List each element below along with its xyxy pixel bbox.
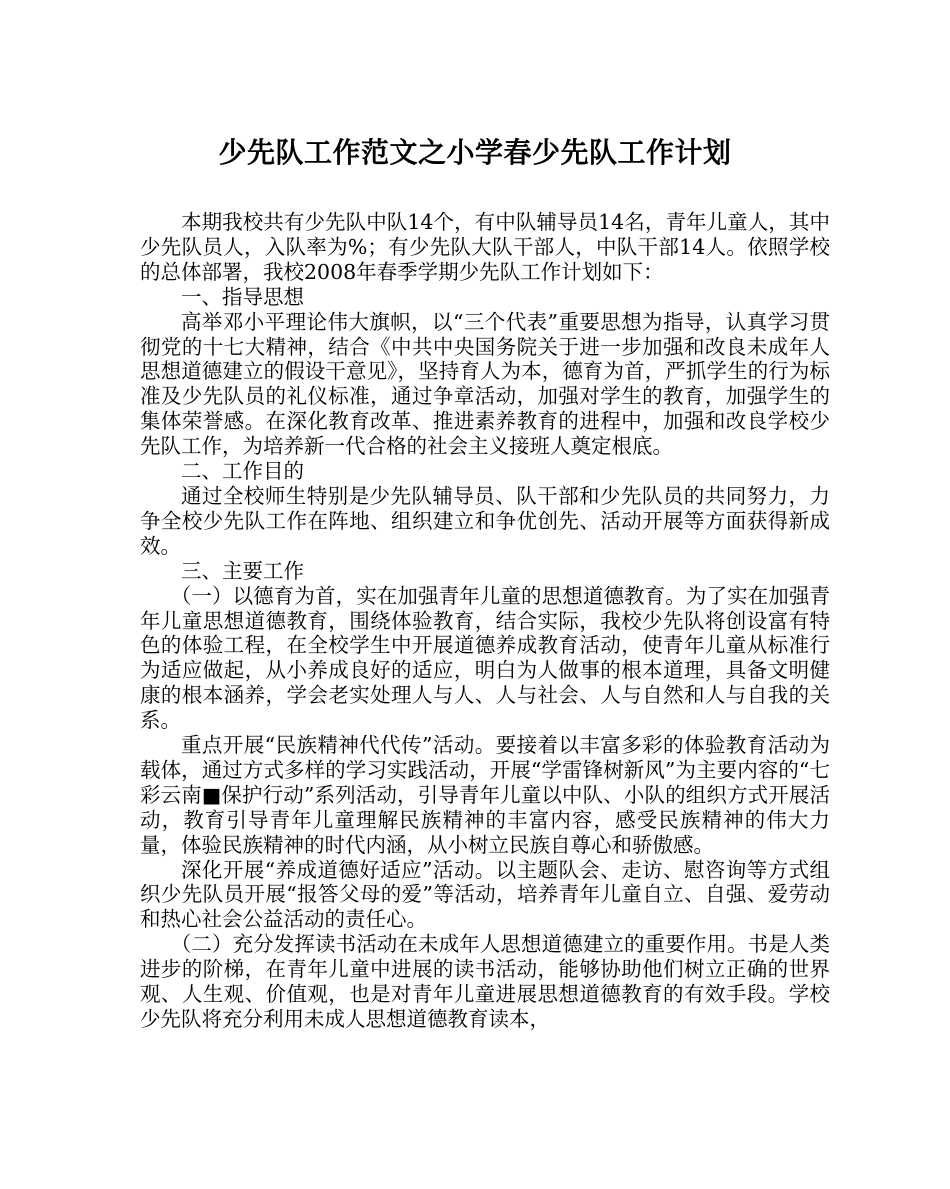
section-heading-main-work: 三、主要工作 [181,558,304,583]
paragraph-intro: 本期我校共有少先队中队14个，有中队辅导员14名，青年儿童人，其中少先队员人，入队率为%；有少先队大队干部人，中队干部14人。依照学校的总体部署，我校2008年春季学期少先队工作计划如下： [140,210,830,284]
document-body [140,210,830,1032]
paragraph-moral-habits: 深化开展“养成道德好适应”活动。以主题队会、走访、慰咨询等方式组织少先队员开展“报答父母的爱”等活动，培养青年儿童自立、自强、爱劳动和热心社会公益活动的责任心。 [140,857,830,932]
paragraph-main-work-1: （一）以德育为首，实在加强青年儿童的思想道德教育。为了实在加强青年儿童思想道德教育，围绕体验教育，结合实际，我校少先队将创设富有特色的体验工程，在全校学生中开展道德养成教育活动，使青年儿童从标准行为适应做起，从小养成良好的适应，明白为人做事的根本道理，具备文明健康的根本涵养，学会老实处理人与人、人与社会、人与自然和人与自我的关系。 [140,583,830,733]
section-heading-guiding-thought: 一、指导思想 [181,284,304,309]
section-heading-work-goal: 二、工作目的 [181,459,304,484]
paragraph-work-goal: 通过全校师生特别是少先队辅导员、队干部和少先队员的共同努力，力争全校少先队工作在阵地、组织建立和争优创先、活动开展等方面获得新成效。 [140,483,830,558]
paragraph-national-spirit: 重点开展“民族精神代代传”活动。要接着以丰富多彩的体验教育活动为载体，通过方式多样的学习实践活动，开展“学雷锋树新风”为主要内容的“七彩云南■保护行动”系列活动，引导青年儿童以中队、小队的组织方式开展活动，教育引导青年儿童理解民族精神的丰富内容，感受民族精神的伟大力量，体验民族精神的时代内涵，从小树立民族自尊心和骄傲感。 [140,733,830,857]
document-title: 少先队工作范文之小学春少先队工作计划 [218,136,732,169]
paragraph-main-work-2: （二）充分发挥读书活动在未成年人思想道德建立的重要作用。书是人类进步的阶梯，在青年儿童中进展的读书活动，能够协助他们树立正确的世界观、人生观、价值观，也是对青年儿童进展思想道德教育的有效手段。学校少先队将充分利用未成人思想道德教育读本， [140,932,830,1031]
paragraph-guiding-thought: 高举邓小平理论伟大旗帜，以“三个代表”重要思想为指导，认真学习贯彻党的十七大精神，结合《中共中央国务院关于进一步加强和改良未成年人思想道德建立的假设干意见》，坚持育人为本，德育为首，严抓学生的行为标准及少先队员的礼仪标准，通过争章活动，加强对学生的教育，加强学生的集体荣誉感。在深化教育改革、推进素养教育的进程中，加强和改良学校少先队工作，为培养新一代合格的社会主义接班人奠定根底。 [140,309,830,459]
